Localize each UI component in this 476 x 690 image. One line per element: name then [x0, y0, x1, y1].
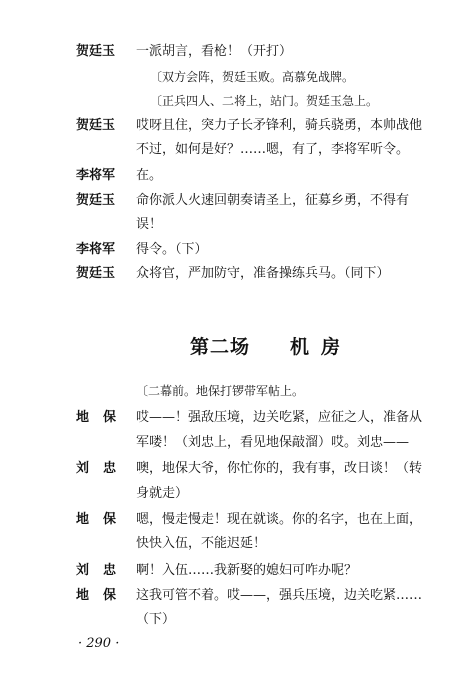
speaker-general-li: 李将军 [76, 242, 116, 257]
scene-name: 机房 [290, 336, 353, 358]
dialogue-line: 在。 [136, 168, 163, 183]
dialogue-line: 众将官，严加防守，准备操练兵马。（同下） [136, 266, 390, 281]
dialogue-line: 快快入伍，不能迟延！ [136, 536, 267, 551]
dialogue-line: 噢，地保大爷，你忙你的，我有事，改日谈！（转 [136, 461, 423, 476]
page-number: · 290 · [78, 636, 120, 651]
dialogue-line: 哎——！强敌压境，边关吃紧，应征之人，准备从 [136, 410, 423, 425]
dialogue-line: （下） [136, 612, 176, 627]
speaker-dibao: 地保 [76, 410, 131, 425]
dialogue-line: 不过，如何是好？……嗯，有了，李将军听令。 [136, 142, 410, 157]
stage-direction: 〔正兵四人、二将上，站门。贺廷玉急上。 [150, 94, 379, 108]
dialogue-line: 误！ [136, 217, 163, 232]
speaker-liu-zhong: 刘忠 [76, 461, 131, 476]
speaker-dibao: 地保 [76, 512, 131, 527]
speaker-he-tingyu: 贺廷玉 [76, 118, 116, 133]
dialogue-line: 得令。（下） [136, 242, 208, 257]
dialogue-line: 哎呀且住，突力子长矛锋利，骑兵骁勇，本帅战他 [136, 118, 423, 133]
dialogue-line: 身就走） [136, 486, 189, 501]
dialogue-line: 这我可管不着。哎——，强兵压境，边关吃紧…… [136, 588, 423, 603]
speaker-dibao: 地保 [76, 588, 131, 603]
dialogue-line: 军喽！（刘忠上，看见地保敲溜）哎。刘忠—— [136, 435, 410, 450]
speaker-he-tingyu: 贺廷玉 [76, 193, 116, 208]
dialogue-line: 嗯，慢走慢走！现在就谈。你的名字，也在上面， [136, 512, 423, 527]
dialogue-line: 命你派人火速回朝奏请圣上，征募乡勇，不得有 [136, 193, 410, 208]
speaker-general-li: 李将军 [76, 168, 116, 183]
speaker-he-tingyu: 贺廷玉 [76, 44, 116, 59]
speaker-he-tingyu: 贺廷玉 [76, 266, 116, 281]
speaker-liu-zhong: 刘忠 [76, 563, 131, 578]
stage-direction: 〔双方会阵，贺廷玉败。高慕免战牌。 [150, 70, 355, 84]
dialogue-line: 一派胡言，看枪！（开打） [136, 44, 293, 59]
dialogue-line: 啊！入伍……我新娶的媳妇可咋办呢？ [136, 563, 358, 578]
stage-direction: 〔二幕前。地保打锣带军帖上。 [136, 384, 305, 398]
scene-title [190, 332, 352, 359]
scene-number: 第二场 [190, 336, 251, 358]
